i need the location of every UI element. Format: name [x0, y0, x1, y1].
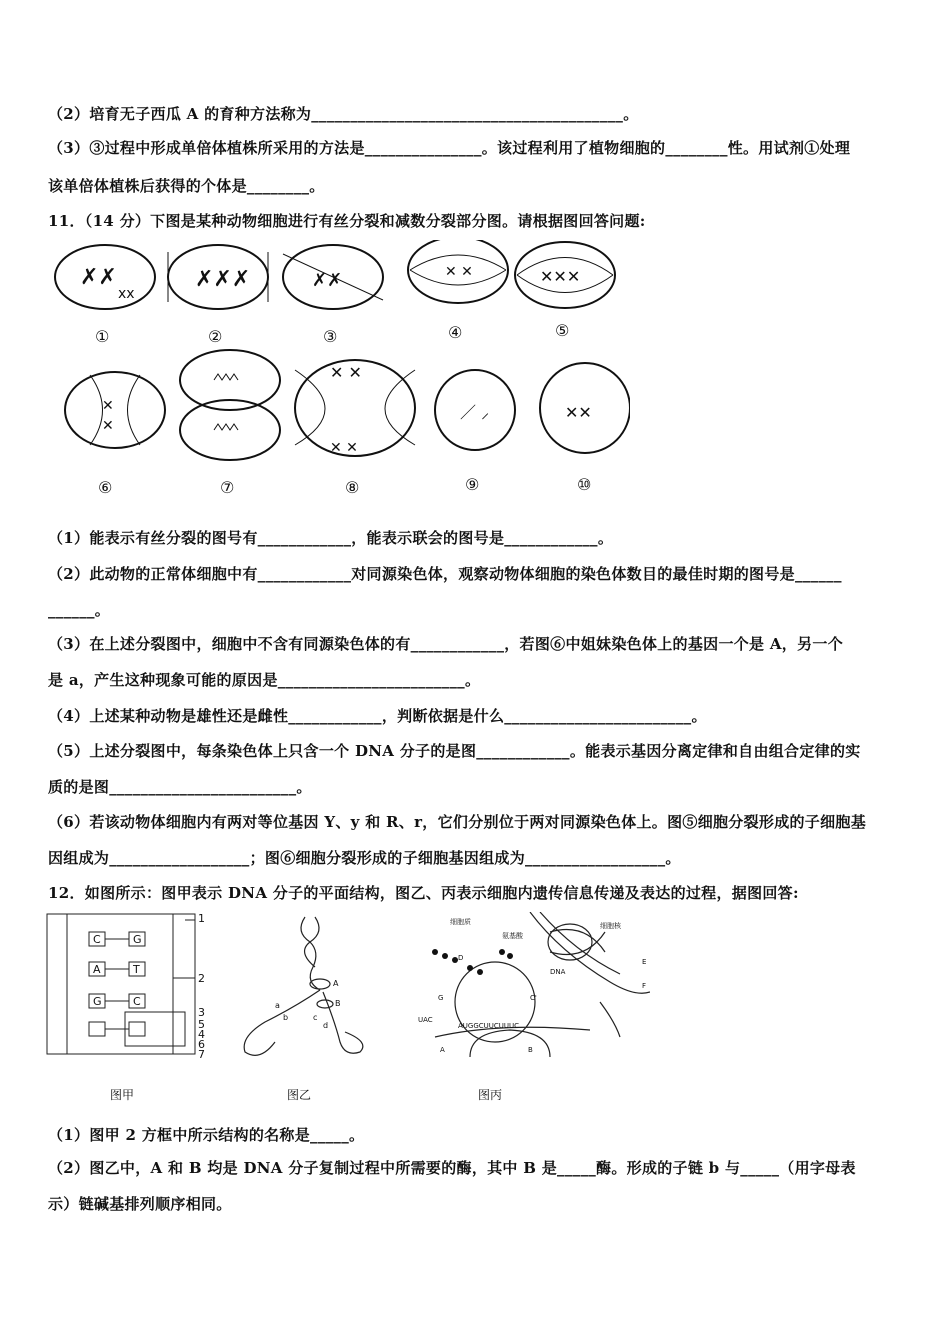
q12-part-2: （2）图乙中，A 和 B 均是 DNA 分子复制过程中所需要的酶，其中 B 是_____酶。形成的子链 b 与_____（用字母表	[48, 1159, 856, 1177]
cell-label-10: ⑩	[577, 475, 592, 494]
q11-part-5: （5）上述分裂图中，每条染色体上只含一个 DNA 分子的是图____________。能表示基因分离定律和自由组合定律的实	[48, 742, 861, 760]
cell-label-5: ⑤	[555, 321, 570, 340]
bing-label-D: D	[458, 954, 464, 962]
svg-text:✕ ✕: ✕ ✕	[330, 363, 362, 382]
dna-base-right-3: C	[133, 995, 141, 1008]
text-line-1: （2）培育无子西瓜 A 的育种方法称为________________________________________。	[48, 105, 639, 123]
svg-text:✕: ✕	[102, 418, 114, 434]
bing-label-anticodon: UAC	[418, 1016, 433, 1024]
q11-part-6: （6）若该动物体细胞内有两对等位基因 Y、y 和 R、r，它们分别位于两对同源染色体上。图⑤细胞分裂形成的子细胞基	[48, 813, 867, 831]
dna-label-6: 6	[198, 1038, 205, 1051]
dna-label-7: 7	[198, 1048, 205, 1061]
q11-part-4: （4）上述某种动物是雄性还是雌性____________，判断依据是什么________________________。	[48, 707, 707, 725]
cell-label-9: ⑨	[465, 475, 480, 494]
q11-part-3: （3）在上述分裂图中，细胞中不含有同源染色体的有____________，若图⑥中姐妹染色体上的基因一个是 A，另一个	[48, 635, 844, 653]
bing-label-E: E	[642, 958, 647, 966]
text-line-3: 该单倍体植株后获得的个体是________。	[48, 177, 325, 195]
question-11-heading: 11．（14 分）下图是某种动物细胞进行有丝分裂和减数分裂部分图。请根据图回答问题:	[48, 212, 646, 230]
q11-part-3-cont: 是 a，产生这种现象可能的原因是________________________。	[48, 671, 481, 689]
caption-bing: 图丙	[478, 1088, 503, 1102]
dna-base-left-2: A	[93, 963, 101, 976]
bing-label-G: G	[438, 994, 444, 1002]
q11-part-2: （2）此动物的正常体细胞中有____________对同源染色体，观察动物体细胞的染色体数目的最佳时期的图号是______	[48, 565, 842, 583]
bing-label-cytoplasm: 细胞质	[450, 918, 471, 926]
yi-label-A: A	[333, 979, 339, 988]
yi-label-d: d	[323, 1021, 329, 1030]
bing-label-amino-acid: 氨基酸	[502, 932, 523, 940]
svg-text:✗✗: ✗✗	[80, 265, 117, 290]
dna-label-4: 4	[198, 1028, 205, 1041]
yi-label-c: c	[313, 1013, 318, 1022]
bing-label-mrna: AUGGCUUCUUUC	[458, 1022, 520, 1030]
q12-part-2-cont: 示）链碱基排列顺序相同。	[48, 1195, 232, 1213]
svg-text:✕✕✕: ✕✕✕	[540, 267, 581, 286]
q12-part-1: （1）图甲 2 方框中所示结构的名称是_____。	[48, 1126, 365, 1144]
cell-label-8: ⑧	[345, 478, 360, 497]
dna-label-3: 3	[198, 1006, 205, 1019]
gene-expression-figure	[410, 912, 650, 1062]
q11-part-5-cont: 质的是图________________________。	[48, 778, 312, 796]
dna-base-right-1: G	[133, 933, 142, 946]
cell-division-figure	[50, 240, 630, 500]
question-12-heading: 12．如图所示：图甲表示 DNA 分子的平面结构，图乙、丙表示细胞内遗传信息传递及表达的过程，据图回答:	[48, 884, 799, 902]
yi-label-B: B	[335, 999, 341, 1008]
text-line-2: （3）③过程中形成单倍体植株所采用的方法是_______________。该过程利用了植物细胞的________性。用试剂①处理	[48, 139, 851, 157]
q11-part-6-cont: 因组成为__________________；图⑥细胞分裂形成的子细胞基因组成为__________________。	[48, 849, 681, 867]
caption-jia: 图甲	[110, 1088, 135, 1102]
svg-text:✕: ✕	[102, 398, 114, 414]
dna-structure-figure	[45, 912, 215, 1062]
q11-part-2-cont: ______。	[48, 601, 111, 619]
svg-text:xx: xx	[118, 286, 135, 302]
dna-label-1: 1	[198, 912, 205, 925]
dna-base-right-2: T	[133, 963, 140, 976]
dna-replication-figure	[225, 912, 375, 1062]
cell-label-3: ③	[323, 327, 338, 346]
svg-text:✗✗✗: ✗✗✗	[195, 267, 251, 292]
bing-label-C: C'	[530, 994, 537, 1002]
bing-label-nucleus: 细胞核	[600, 922, 621, 930]
q11-part-1: （1）能表示有丝分裂的图号有____________，能表示联会的图号是____________。	[48, 529, 614, 547]
svg-text:✕✕: ✕✕	[565, 403, 592, 422]
svg-text:✕ ✕: ✕ ✕	[445, 264, 473, 280]
cell-label-1: ①	[95, 327, 110, 346]
cell-6	[65, 372, 165, 448]
yi-label-a: a	[275, 1001, 280, 1010]
cell-label-2: ②	[208, 327, 223, 346]
dna-label-2: 2	[198, 972, 205, 985]
bing-label-A: A	[440, 1046, 445, 1054]
svg-text:／ ⸝: ／ ⸝	[460, 403, 490, 422]
bing-label-dna: DNA	[550, 968, 566, 976]
bing-label-F: F	[642, 982, 647, 990]
dna-label-5: 5	[198, 1018, 205, 1031]
cell-label-4: ④	[448, 323, 463, 342]
dna-base-left-1: C	[93, 933, 101, 946]
svg-text:✕ ✕: ✕ ✕	[330, 440, 358, 456]
cell-label-6: ⑥	[98, 478, 113, 497]
svg-text:✗✗: ✗✗	[312, 270, 343, 291]
cell-label-7: ⑦	[220, 478, 235, 497]
bing-label-B: B	[528, 1046, 533, 1054]
yi-label-b: b	[283, 1013, 289, 1022]
dna-base-left-3: G	[93, 995, 102, 1008]
caption-yi: 图乙	[287, 1088, 312, 1102]
